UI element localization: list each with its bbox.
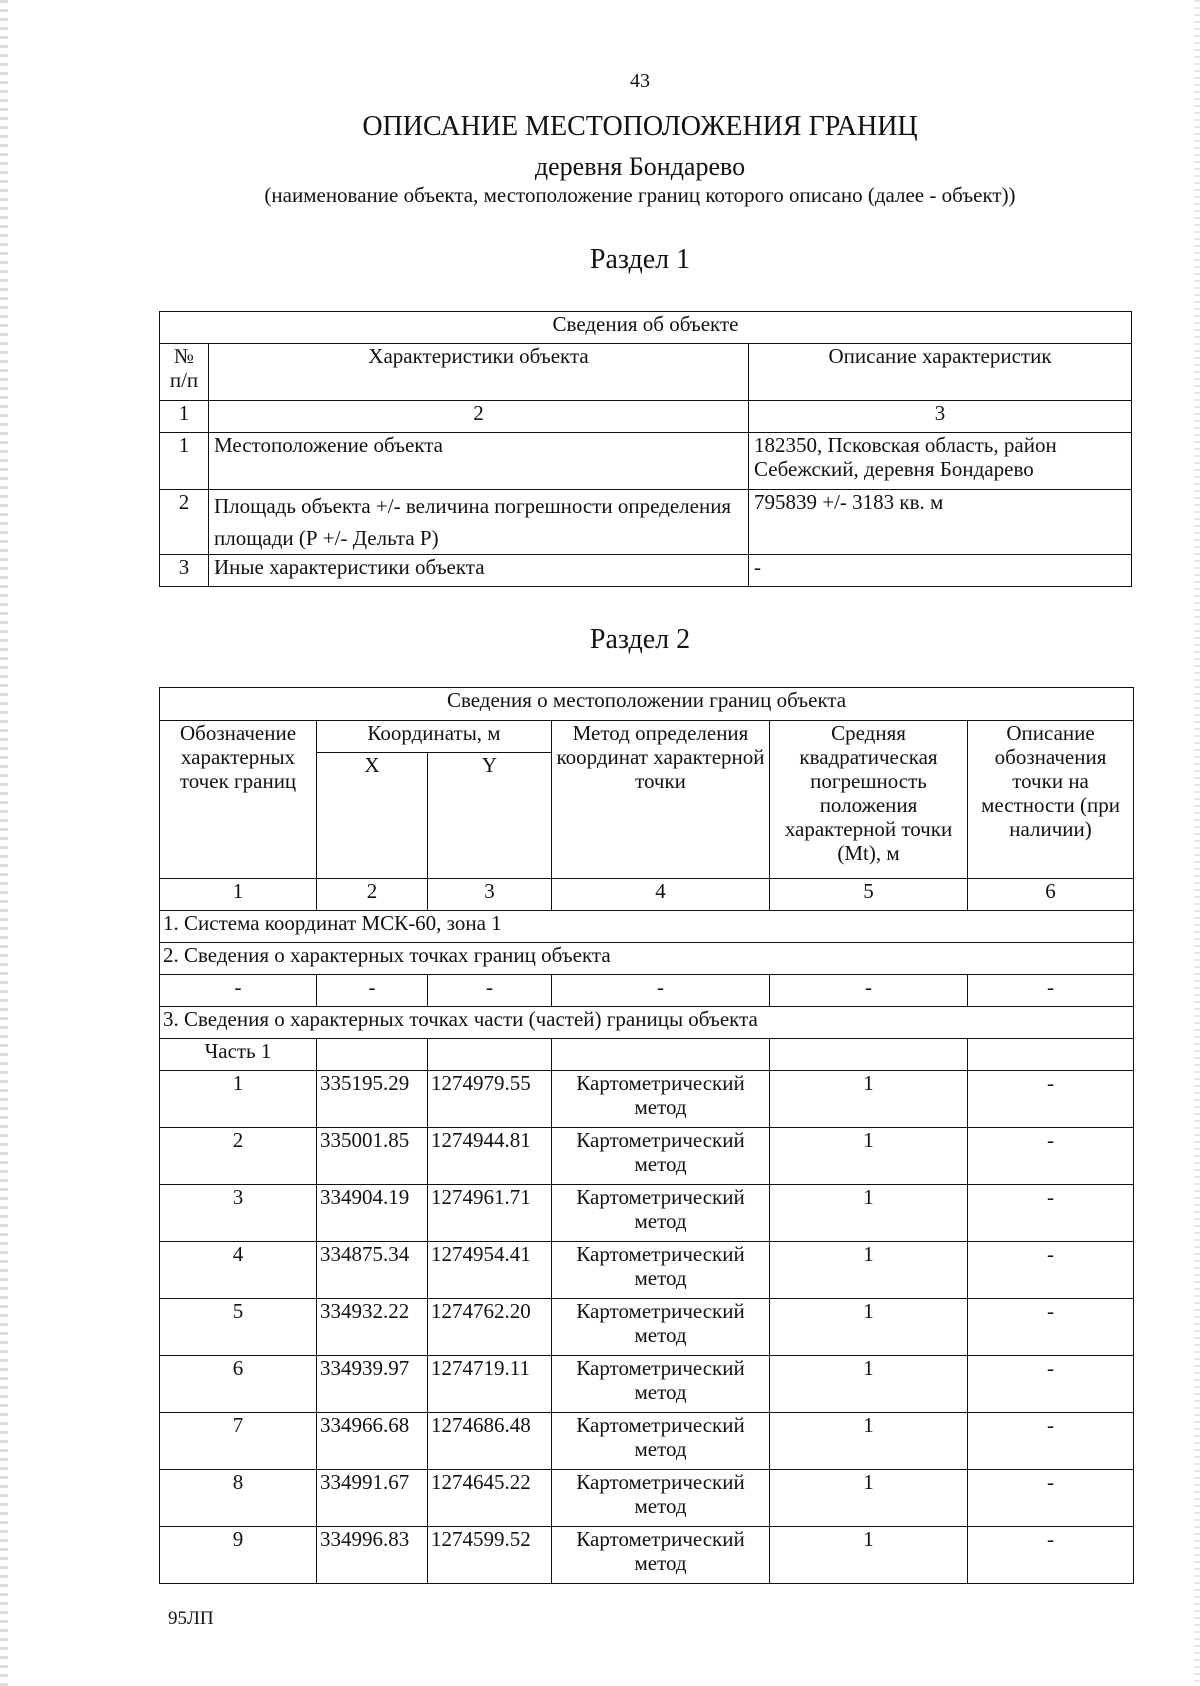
table-row <box>160 1413 1134 1470</box>
coordinate-y: 1274979.55 <box>428 1071 552 1128</box>
section2-heading: Раздел 2 <box>589 624 691 655</box>
empty-value: - <box>428 975 552 1007</box>
table-row <box>160 1356 1134 1413</box>
mean-error: 1 <box>770 1413 968 1470</box>
table-row <box>160 1470 1134 1527</box>
document-title: ОПИСАНИЕ МЕСТОПОЛОЖЕНИЯ ГРАНИЦ <box>362 111 918 142</box>
subsection-part-points: 3. Сведения о характерных точках части (частей) границы объекта <box>160 1007 1134 1039</box>
method: Картометрический метод <box>552 1242 770 1299</box>
column-number: 1 <box>160 879 317 911</box>
header-point-description: Описание обозначения точки на местности (при наличии) <box>968 721 1134 879</box>
point-description: - <box>968 1356 1134 1413</box>
point-number: 5 <box>160 1299 317 1356</box>
point-description: - <box>968 1128 1134 1185</box>
mean-error: 1 <box>770 1299 968 1356</box>
table-row <box>160 1128 1134 1185</box>
mean-error: 1 <box>770 1527 968 1584</box>
mean-error: 1 <box>770 1356 968 1413</box>
point-number: 2 <box>160 1128 317 1185</box>
method: Картометрический метод <box>552 1356 770 1413</box>
point-number: 8 <box>160 1470 317 1527</box>
column-number: 5 <box>770 879 968 911</box>
point-number: 1 <box>160 1071 317 1128</box>
empty-value: - <box>770 975 968 1007</box>
object-name-caption: (наименование объекта, местоположение границ которого описано (далее - объект)) <box>264 183 1016 207</box>
header-y: Y <box>428 753 552 879</box>
coordinate-y: 1274762.20 <box>428 1299 552 1356</box>
column-number: 4 <box>552 879 770 911</box>
coordinate-y: 1274961.71 <box>428 1185 552 1242</box>
row-no: 1 <box>160 433 209 490</box>
object-name: деревня Бондарево <box>534 152 746 181</box>
table-row <box>160 555 1132 587</box>
subsection-coordinate-system: 1. Система координат МСК-60, зона 1 <box>160 911 1134 943</box>
header-coordinates: Координаты, м <box>317 721 552 753</box>
table-title: Сведения о местоположении границ объекта <box>160 688 1134 721</box>
header-point-designation: Обозначение характерных точек границ <box>160 721 317 879</box>
row-no: 2 <box>160 490 209 555</box>
point-number: 3 <box>160 1185 317 1242</box>
column-number: 2 <box>317 879 428 911</box>
point-description: - <box>968 1299 1134 1356</box>
mean-error: 1 <box>770 1071 968 1128</box>
point-number: 4 <box>160 1242 317 1299</box>
row-description: 795839 +/- 3183 кв. м <box>749 490 1132 555</box>
coordinate-x: 334875.34 <box>317 1242 428 1299</box>
table-row <box>160 1299 1134 1356</box>
method: Картометрический метод <box>552 1128 770 1185</box>
table-title: Сведения об объекте <box>160 312 1132 344</box>
table-row <box>160 1071 1134 1128</box>
table-row <box>160 490 1132 555</box>
coordinate-x: 334991.67 <box>317 1470 428 1527</box>
point-description: - <box>968 1185 1134 1242</box>
row-description: - <box>749 555 1132 587</box>
point-description: - <box>968 1242 1134 1299</box>
column-number: 3 <box>749 401 1132 433</box>
row-characteristic: Местоположение объекта <box>209 433 749 490</box>
coordinate-x: 334932.22 <box>317 1299 428 1356</box>
row-characteristic: Иные характеристики объекта <box>209 555 749 587</box>
table-row <box>160 433 1132 490</box>
column-number: 2 <box>209 401 749 433</box>
point-number: 6 <box>160 1356 317 1413</box>
method: Картометрический метод <box>552 1299 770 1356</box>
header-mean-error: Средняя квадратическая погрешность положения характерной точки (Mt), м <box>770 721 968 879</box>
coordinate-x: 335195.29 <box>317 1071 428 1128</box>
coordinate-x: 334904.19 <box>317 1185 428 1242</box>
subsection-boundary-points: 2. Сведения о характерных точках границ объекта <box>160 943 1134 975</box>
empty-value: - <box>317 975 428 1007</box>
mean-error: 1 <box>770 1185 968 1242</box>
mean-error: 1 <box>770 1470 968 1527</box>
table-row <box>160 1185 1134 1242</box>
method: Картометрический метод <box>552 1185 770 1242</box>
coordinate-x: 334966.68 <box>317 1413 428 1470</box>
row-description: 182350, Псковская область, район Себежский, деревня Бондарево <box>749 433 1132 490</box>
part-label: Часть 1 <box>160 1039 317 1071</box>
footer-code: 95ЛП <box>168 1608 214 1629</box>
header-x: X <box>317 753 428 879</box>
table-row <box>160 1527 1134 1584</box>
point-description: - <box>968 1071 1134 1128</box>
column-number: 3 <box>428 879 552 911</box>
coordinate-y: 1274645.22 <box>428 1470 552 1527</box>
coordinate-x: 334939.97 <box>317 1356 428 1413</box>
method: Картометрический метод <box>552 1470 770 1527</box>
coordinate-y: 1274719.11 <box>428 1356 552 1413</box>
header-method: Метод определения координат характерной точки <box>552 721 770 879</box>
header-characteristics: Характеристики объекта <box>209 344 749 401</box>
empty-value: - <box>552 975 770 1007</box>
header-description: Описание характеристик <box>749 344 1132 401</box>
method: Картометрический метод <box>552 1413 770 1470</box>
header-no: № п/п <box>160 344 209 401</box>
mean-error: 1 <box>770 1128 968 1185</box>
coordinate-y: 1274954.41 <box>428 1242 552 1299</box>
point-description: - <box>968 1527 1134 1584</box>
method: Картометрический метод <box>552 1071 770 1128</box>
point-description: - <box>968 1413 1134 1470</box>
section1-heading: Раздел 1 <box>589 244 691 275</box>
column-number: 1 <box>160 401 209 433</box>
coordinate-y: 1274599.52 <box>428 1527 552 1584</box>
row-characteristic: Площадь объекта +/- величина погрешности определения площади (Р +/- Дельта Р) <box>209 490 749 555</box>
method: Картометрический метод <box>552 1527 770 1584</box>
point-number: 7 <box>160 1413 317 1470</box>
table-row <box>160 1242 1134 1299</box>
coordinate-x: 335001.85 <box>317 1128 428 1185</box>
point-description: - <box>968 1470 1134 1527</box>
empty-value: - <box>160 975 317 1007</box>
table-row <box>160 975 1134 1007</box>
coordinate-y: 1274944.81 <box>428 1128 552 1185</box>
row-no: 3 <box>160 555 209 587</box>
column-number: 6 <box>968 879 1134 911</box>
page-number: 43 <box>630 70 650 92</box>
empty-value: - <box>968 975 1134 1007</box>
coordinate-y: 1274686.48 <box>428 1413 552 1470</box>
mean-error: 1 <box>770 1242 968 1299</box>
point-number: 9 <box>160 1527 317 1584</box>
coordinate-x: 334996.83 <box>317 1527 428 1584</box>
object-info-table <box>159 311 1132 587</box>
boundary-points-table <box>159 687 1134 1584</box>
